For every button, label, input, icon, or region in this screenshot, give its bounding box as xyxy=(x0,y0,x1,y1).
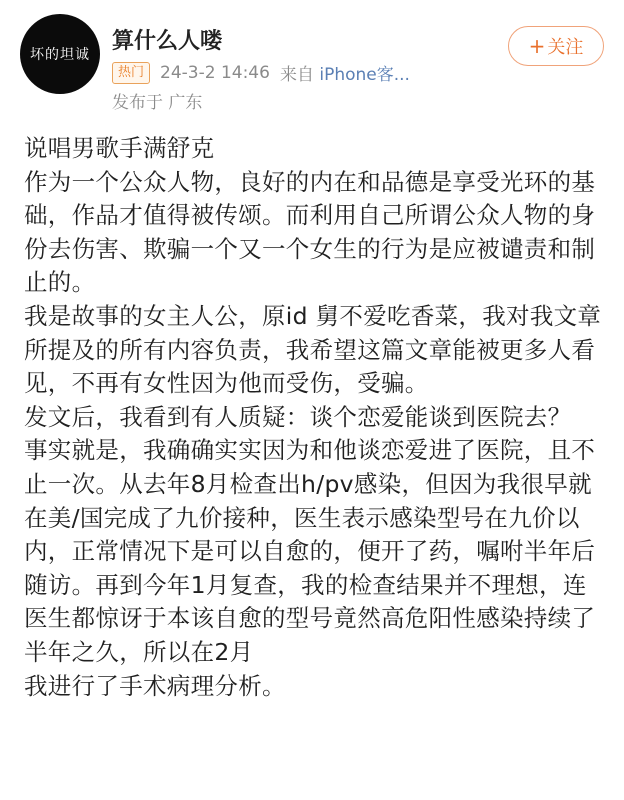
follow-label: 关注 xyxy=(547,37,584,58)
post-meta xyxy=(112,60,410,85)
source-label xyxy=(280,60,410,85)
blur-overlay xyxy=(430,738,624,800)
post-paragraph: 我进行了手术病理分析。 xyxy=(24,671,286,700)
plus-icon: + xyxy=(528,34,546,58)
post-body xyxy=(24,132,604,703)
location-label: 发布于 广东 xyxy=(112,93,203,113)
avatar[interactable] xyxy=(20,14,100,94)
source-app-link[interactable]: iPhone客... xyxy=(319,65,410,85)
post-paragraph: 我是故事的女主人公，原id 舅不爱吃香菜，我对我文章所提及的所有内容负责，我希望这篇文章能被更多人看见，不再有女性因为他而受伤，受骗。 xyxy=(24,301,602,398)
post-paragraph: 作为一个公众人物，良好的内在和品德是享受光环的基础，作品才值得被传颂。而利用自己所谓公众人物的身份去伤害、欺骗一个又一个女生的行为是应被谴责和制止的。 xyxy=(24,167,596,297)
avatar-text: 坏的坦诚 xyxy=(30,47,90,63)
timestamp: 24-3-2 14:46 xyxy=(160,62,270,83)
post-header xyxy=(0,0,624,130)
post-paragraph: 说唱男歌手满舒克 xyxy=(24,134,215,162)
post-paragraph: 事实就是，我确确实实因为和他谈恋爱进了医院，且不止一次。从去年8月检查出h/pv感染，但因为我很早就在美/国完成了九价接种，医生表示感染型号在九价以内，正常情况下是可以自愈的，便开了药，嘱咐半年后随访。再到今年1月复查，我的检查结果并不理想，连医生都惊讶于本该自愈的型号竟然高危阳性感染持续了半年之久，所以在2月 xyxy=(24,436,596,666)
hot-badge: 热门 xyxy=(112,62,150,84)
username[interactable]: 算什么人喽 xyxy=(112,29,223,54)
source-prefix: 来自 xyxy=(279,65,314,85)
follow-button[interactable] xyxy=(508,26,604,66)
post-paragraph: 发文后，我看到有人质疑：谈个恋爱能谈到医院去？ xyxy=(24,402,572,431)
